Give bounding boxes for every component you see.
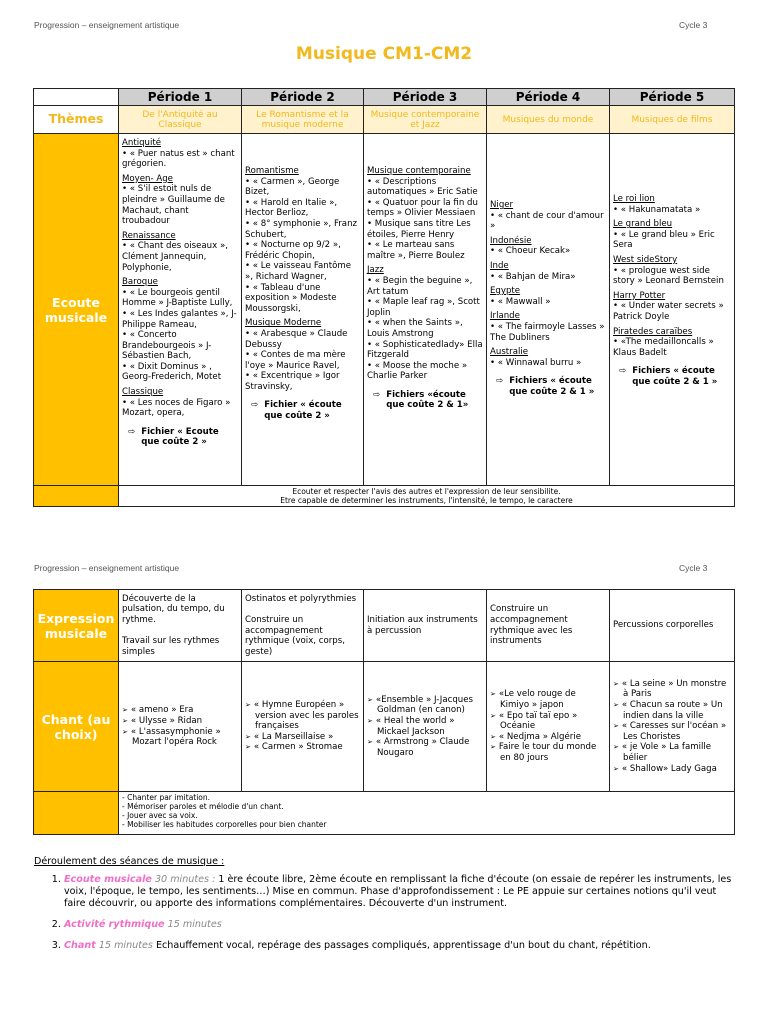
deroulement-item: 2. Activité rythmique 15 minutes: [64, 919, 734, 931]
work-item: • « Choeur Kecak»: [490, 246, 571, 257]
section-block: [122, 231, 238, 273]
work-item: • « Bahjan de Mira»: [490, 271, 576, 282]
section-heading: Romantisme: [245, 166, 299, 176]
chant-cell: [242, 662, 364, 792]
fichier-note: ⇨ Fichiers « écoute que coûte 2 & 1 »: [496, 376, 595, 397]
expression-cell: Construire un accompagnement rythmique avec les instruments: [487, 590, 610, 662]
page-header-left: Progression – enseignement artistique: [34, 20, 180, 30]
song-item: ➢ « Carmen » Stromae: [245, 742, 360, 753]
section-block: [613, 327, 731, 359]
ecoute-cell-p1: [119, 134, 242, 486]
period-header: Période 2: [242, 89, 364, 106]
song-item: ➢ « Ulysse » Ridan: [122, 716, 238, 727]
song-item: ➢ « je Vole » La famille bélier: [613, 742, 731, 763]
song-item: ➢ « Chacun sa route » Un indien dans la ville: [613, 700, 731, 721]
section-block: [613, 194, 731, 215]
expression-label: Expression musicale: [34, 590, 119, 662]
song-item: ➢ « Shallow» Lady Gaga: [613, 764, 731, 775]
section-block: [490, 347, 606, 368]
expression-chant-table: [33, 589, 735, 835]
work-item: • « Mawwall »: [490, 296, 551, 307]
work-item: • « Dixit Dominus » , Georg-Frederich, Motet: [122, 361, 222, 383]
section-heading: Musique Moderne: [245, 318, 322, 329]
deroulement-item: 1. Ecoute musicale 30 minutes : 1 ère écoute libre, 2ème écoute en remplissant la fiche d'écoute (on essaie de repérer les instruments, les voix, l'époque, le tempo, les sentiments…) Mise en commun. Phase d'approfondissement : Le PE appuie sur certaines notions qu'il veut faire découvrir, ou apporte des informations complémentaires. Découverte d'un instrument.: [64, 874, 734, 910]
chant-cell: [610, 662, 735, 792]
work-item: Patrick Doyle: [613, 311, 670, 322]
work-item: • « Moose the moche » Charlie Parker: [367, 360, 468, 382]
section-heading: Classique: [122, 387, 164, 398]
work-item: • « 8° symphonie », Franz: [245, 218, 358, 229]
chant-cell: [119, 662, 242, 792]
song-item: ➢ «Le velo rouge de Kimiyo » japon: [490, 689, 606, 710]
work-item: • « Le marteau sans maître », Pierre Boulez: [367, 240, 465, 261]
section-heading: Harry Potter: [613, 290, 666, 301]
work-item: • « Hakunamatata »: [613, 204, 701, 215]
song-item: ➢ «Ensemble » J-Jacques Goldman (en canon): [367, 695, 483, 716]
page-header-right-2: Cycle 3: [679, 563, 708, 573]
chant-label: Chant (au choix): [34, 662, 119, 792]
section-block: [367, 265, 483, 382]
fichier-note: ⇨ Fichier « Ecoute que coûte 2 »: [128, 426, 219, 448]
chant-cell: [364, 662, 487, 792]
song-item: ➢ « La Marseillaise »: [245, 732, 360, 743]
ecoute-label: Ecoute musicale: [34, 134, 119, 486]
song-item: ➢ Faire le tour du monde en 80 jours: [490, 742, 606, 763]
period-header: Période 1: [119, 89, 242, 106]
work-item: • « Chant des oiseaux », Clément Jannequin, Polyphonie,: [122, 241, 228, 273]
work-item: • « Le vaisseau Fantôme », Richard Wagner,: [245, 261, 352, 282]
work-item: • « Les Indes galantes », J-Philippe Rameau,: [122, 308, 237, 330]
section-block: [613, 219, 731, 251]
expression-cell: Découverte de la pulsation, du tempo, du rythme. Travail sur les rythmes simples: [119, 590, 242, 662]
theme-cell: Musiques de films: [610, 106, 735, 134]
section-heading: Renaissance: [122, 230, 176, 241]
work-item: • « Descriptions automatiques » Eric Satie: [367, 176, 478, 198]
theme-cell: Musiques du monde: [487, 106, 610, 134]
ecoute-cell-p5: [610, 134, 735, 486]
section-block: [122, 174, 238, 227]
work-item: • « Le grand bleu » Eric Sera: [613, 229, 715, 251]
section-heading: Le roi lion: [613, 194, 655, 204]
ecoute-cell-p3: [364, 134, 487, 486]
work-item: • « Carmen », George Bizet,: [245, 176, 340, 198]
work-item: • « Begin the beguine », Art tatum: [367, 275, 473, 297]
section-block: [367, 166, 483, 261]
period-header: Période 5: [610, 89, 735, 106]
page-header-right: Cycle 3: [679, 20, 708, 30]
page-title: Musique CM1-CM2: [295, 44, 473, 64]
work-item: Mozart, opera,: [122, 408, 185, 419]
work-item: • Musique sans titre Les étoiles, Pierre Henry: [367, 218, 471, 240]
song-item: ➢ « La seine » Un monstre à Paris: [613, 679, 731, 700]
section-heading: Piratedes caraïbes: [613, 326, 693, 337]
work-item: • « Nocturne op 9/2 », Frédéric Chopin,: [245, 240, 341, 261]
work-item: • « Excentrique » Igor Stravinsky,: [245, 371, 340, 392]
theme-cell: Le Romantisme et la musique moderne: [242, 106, 364, 134]
song-item: ➢ « Nedjma » Algérie: [490, 732, 606, 743]
fichier-note: ⇨ Fichiers «écoute que coûte 2 & 1»: [373, 389, 469, 411]
section-heading: Australie: [490, 347, 529, 358]
work-item: • «The medailloncalls » Klaus Badelt: [613, 337, 714, 358]
section-heading: Irlande: [490, 311, 520, 322]
section-heading: Antiquité: [122, 138, 162, 148]
work-item: • « Quatuor pour la fin du temps » Olivier Messiaen: [367, 197, 478, 219]
song-item: ➢ « Caresses sur l'océan » Les Choristes: [613, 721, 731, 742]
work-item: • « Le bourgeois gentil Homme » J-Baptiste Lully,: [122, 287, 233, 309]
work-item: • « chant de cour d'amour »: [490, 210, 604, 232]
section-block: [122, 138, 238, 170]
section-heading: Egypte: [490, 286, 521, 297]
chant-objectives: - Chanter par imitation. - Mémoriser paroles et mélodie d'un chant. - Jouer avec sa voix. - Mobiliser les habitudes corporelles pour bien chanter: [119, 792, 735, 835]
section-block: [490, 311, 606, 343]
ecoute-cell-p4: [487, 134, 610, 486]
page-header-left-2: Progression – enseignement artistique: [34, 563, 180, 573]
section-block: [122, 387, 238, 419]
work-item: Schubert,: [245, 229, 287, 240]
section-heading: Niger: [490, 200, 514, 210]
song-item: ➢ « Heal the world » Mickael Jackson: [367, 716, 483, 737]
expression-cell: Percussions corporelles: [610, 590, 735, 662]
section-block: [490, 261, 606, 282]
deroulement-item: 3. Chant 15 minutes Echauffement vocal, repérage des passages compliqués, apprentissage d'un bout du chant, répétition.: [64, 940, 734, 952]
work-item: • « S'il estoit nuls de pleindre » Guillaume de Machaut, chant troubadour: [122, 184, 225, 227]
fichier-note: ⇨ Fichiers « écoute que coûte 2 & 1 »: [619, 366, 718, 387]
expression-cell: Initiation aux instruments à percussion: [364, 590, 487, 662]
work-item: • « The fairmoyle Lasses » The Dubliners: [490, 321, 605, 343]
section-block: [245, 318, 360, 392]
song-item: ➢ « ameno » Era: [122, 705, 238, 716]
song-item: ➢ « Armstrong » Claude Nougaro: [367, 737, 483, 758]
deroulement-section: [34, 856, 734, 961]
work-item: • « Sophisticatedlady» Ella Fitzgerald: [367, 339, 483, 361]
expression-cell: Ostinatos et polyrythmies Construire un accompagnement rythmique (voix, corps, geste): [242, 590, 364, 662]
section-heading: Moyen- Age: [122, 173, 173, 184]
deroulement-heading: Déroulement des séances de musique :: [34, 856, 225, 867]
work-item: • « when the Saints », Louis Amstrong: [367, 318, 463, 339]
work-item: • « Under water secrets »: [613, 301, 724, 312]
section-heading: Jazz: [367, 265, 384, 276]
section-block: [613, 255, 731, 287]
fichier-note: ⇨ Fichier « écoute que coûte 2 »: [251, 400, 342, 422]
ecoute-cell-p2: [242, 134, 364, 486]
progression-table: [33, 88, 735, 507]
section-block: [490, 286, 606, 307]
theme-cell: De l'Antiquité au Classique: [119, 106, 242, 134]
section-block: [613, 291, 731, 323]
section-block: [122, 277, 238, 383]
section-heading: Musique contemporaine: [367, 166, 471, 176]
section-block: [490, 200, 606, 232]
work-item: • « Tableau d'une exposition » Modeste Moussorgski,: [245, 282, 337, 314]
section-heading: Indonésie: [490, 235, 532, 246]
period-header: Période 3: [364, 89, 487, 106]
section-heading: Le grand bleu: [613, 219, 673, 230]
work-item: • « Maple leaf rag », Scott Joplin: [367, 297, 480, 318]
theme-cell: Musique contemporaine et Jazz: [364, 106, 487, 134]
song-item: ➢ « L'assasymphonie » Mozart l'opéra Rock: [122, 727, 238, 748]
ecoute-objectives: Ecouter et respecter l'avis des autres et l'expression de leur sensibilite. Etre capable de determiner les instruments, l'intensité, le tempo, le caractere: [119, 486, 735, 507]
section-heading: West sideStory: [613, 254, 678, 265]
section-block: [490, 236, 606, 257]
table-corner: [34, 89, 119, 106]
work-item: • « Puer natus est » chant grégorien.: [122, 148, 235, 170]
period-header: Période 4: [487, 89, 610, 106]
themes-label: Thèmes: [34, 106, 119, 134]
work-item: • « Les noces de Figaro »: [122, 397, 231, 408]
work-item: • « Winnawal burru »: [490, 357, 582, 368]
section-heading: Inde: [490, 260, 509, 271]
work-item: • « Harold en Italie », Hector Berlioz,: [245, 197, 338, 219]
song-item: ➢ « Hymne Européen » version avec les paroles françaises: [245, 700, 360, 732]
song-item: ➢ « Epo taï taï epo » Océanie: [490, 711, 606, 732]
work-item: • « Concerto Brandebourgeois » J-Sébastien Bach,: [122, 330, 212, 362]
section-heading: Baroque: [122, 277, 158, 288]
section-block: [245, 166, 360, 314]
chant-cell: [487, 662, 610, 792]
work-item: • « prologue west side story » Leonard Bernstein: [613, 265, 724, 287]
work-item: • « Arabesque » Claude Debussy: [245, 328, 348, 350]
work-item: • « Contes de ma mère l'oye » Maurice Ravel,: [245, 350, 346, 371]
